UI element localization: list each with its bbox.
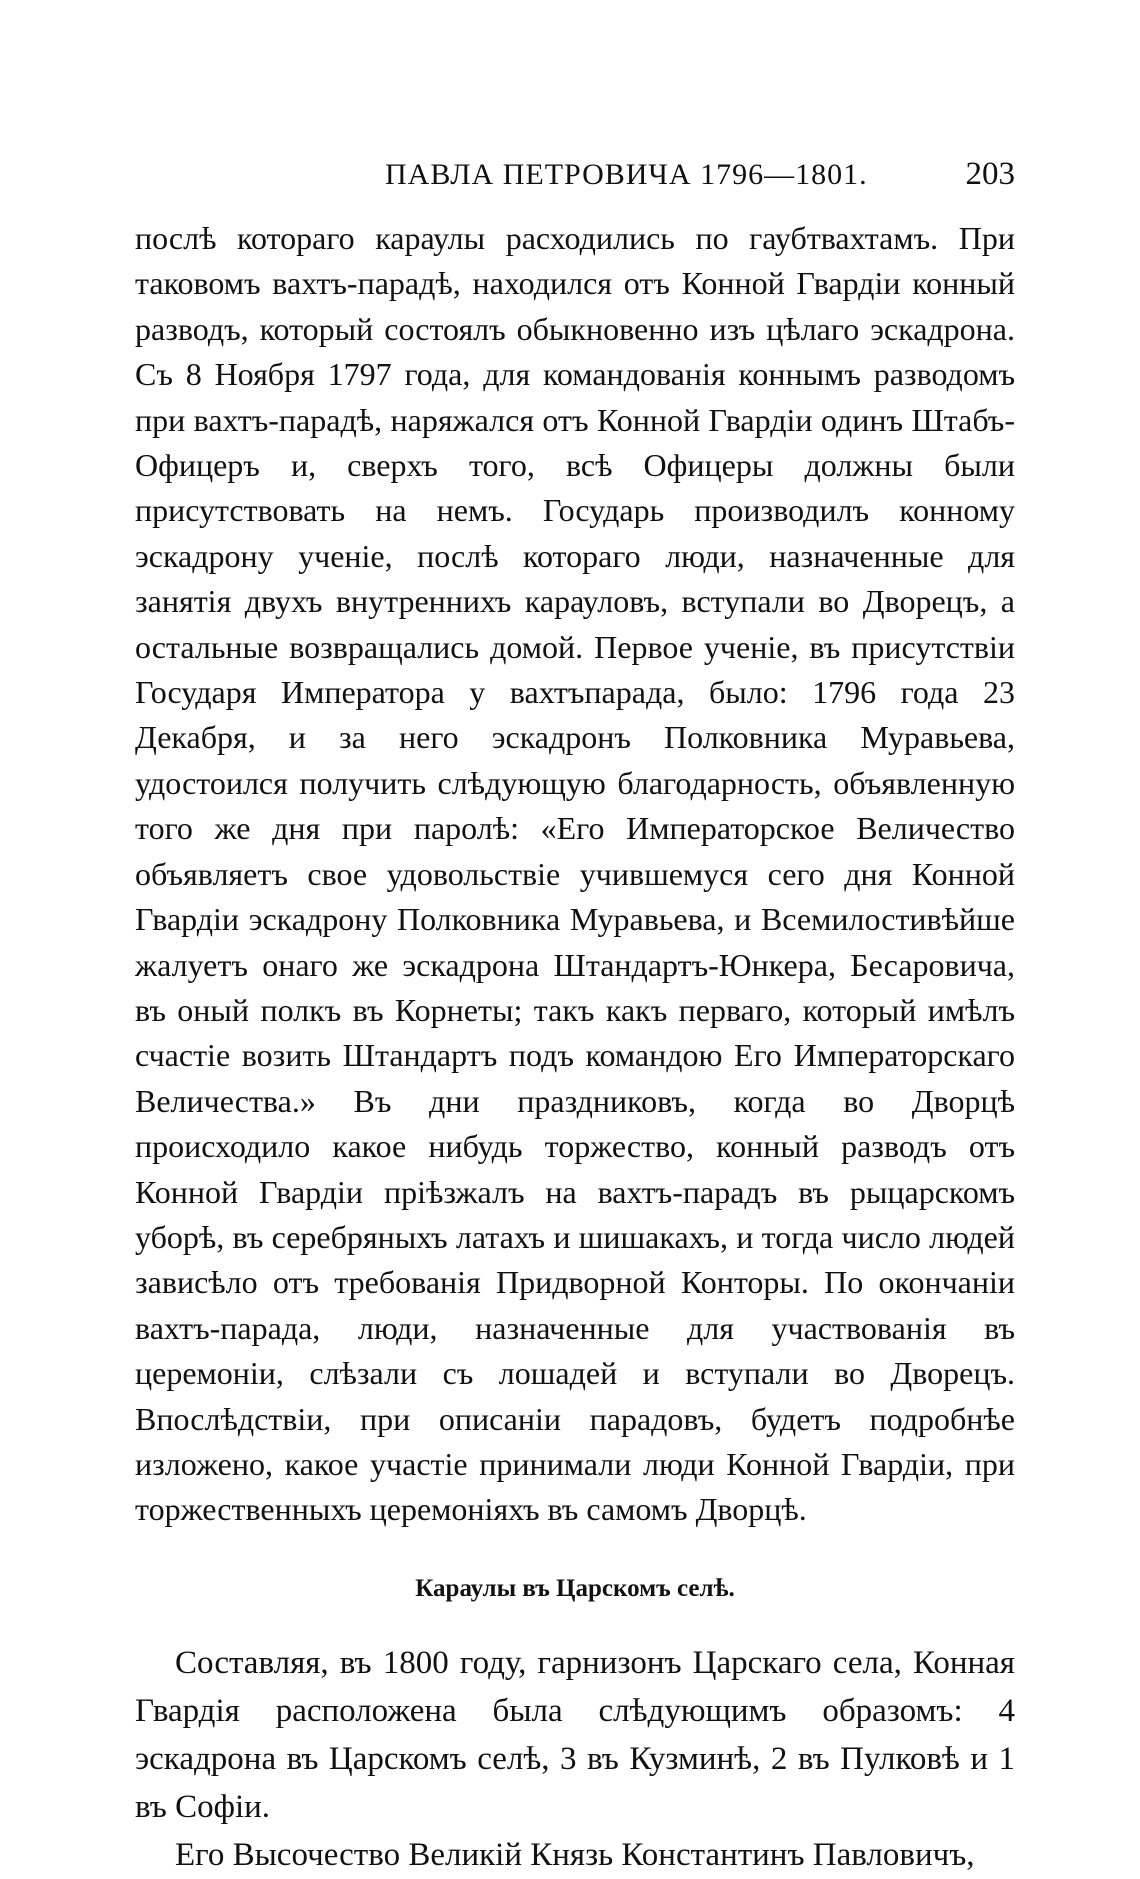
book-page: [135, 150, 1015, 1879]
section-text: [135, 1639, 1015, 1879]
running-header: [135, 150, 1015, 198]
paragraph-1: послѣ котораго караулы расходились по гаубтвахтамъ. При таковомъ вахтъ-парадѣ, находился отъ Конной Гвардіи конный разводъ, который состоялъ обыкновенно изъ цѣлаго эскадрона. Съ 8 Ноября 1797 года, для командованія коннымъ разводомъ при вахтъ-парадѣ, наряжался отъ Конной Гвардіи одинъ Штабъ-Офицеръ и, сверхъ того, всѣ Офицеры должны были присутствовать на немъ. Государь производилъ конному эскадрону ученіе, послѣ котораго люди, назначенные для занятія двухъ внутреннихъ карауловъ, вступали во Дворецъ, а остальные возвращались домой. Первое ученіе, въ присутствіи Государя Императора у вахтъпарада, было: 1796 года 23 Декабря, и за него эскадронъ Полковника Муравьева, удостоился получить слѣдующую благодарность, объявленную того же дня при паролѣ: «Его Императорское Величество объявляетъ свое удовольствіе учившемуся сего дня Конной Гвардіи эскадрону Полковника Муравьева, и Всемилостивѣйше жалуетъ онаго же эскадрона Штандартъ-Юнкера, Бесаровича, въ оный полкъ въ Корнеты; такъ какъ перваго, который имѣлъ счастіе возить Штандартъ подъ командою Его Императорскаго Величества.» Въ дни праздниковъ, когда во Дворцѣ происходило какое нибудь торжество, конный разводъ отъ Конной Гвардіи пріѣзжалъ на вахтъ-парадъ въ рыцарскомъ уборѣ, въ серебряныхъ латахъ и шишакахъ, и тогда число людей зависѣло отъ требованія Придворной Конторы. По окончаніи вахтъ-парада, люди, назначенные для участвованія въ церемоніи, слѣзали съ лошадей и вступали во Дворецъ. Впослѣдствіи, при описаніи парадовъ, будетъ подробнѣе изложено, какое участіе принимали люди Конной Гвардіи, при торжественныхъ церемоніяхъ въ самомъ Дворцѣ.: [135, 220, 1015, 1528]
section-paragraph-1: Составляя, въ 1800 году, гарнизонъ Царскаго села, Конная Гвардія расположена была слѣдующимъ образомъ: 4 эскадрона въ Царскомъ селѣ, 3 въ Кузминѣ, 2 въ Пулковѣ и 1 въ Софіи.: [135, 1644, 1015, 1825]
section-heading: Караулы въ Царскомъ селѣ.: [415, 1574, 735, 1602]
section-paragraph-2: Его Высочество Великій Князь Константинъ Павловичъ,: [175, 1836, 975, 1873]
page-number: 203: [965, 156, 1015, 192]
running-title: ПАВЛА ПЕТРОВИЧА 1796—1801.: [385, 158, 868, 191]
main-text: [135, 216, 1015, 1533]
